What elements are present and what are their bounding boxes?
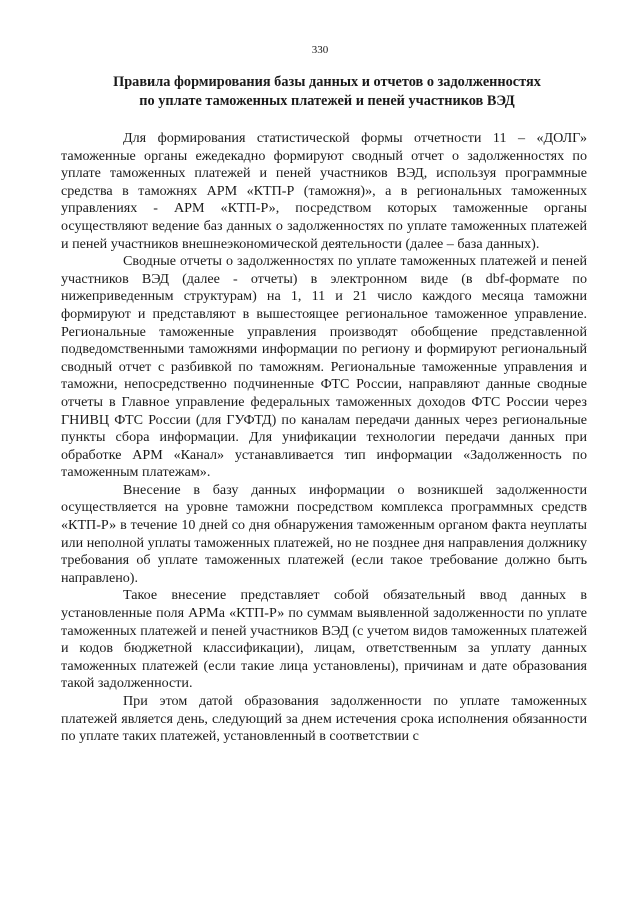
document-body [61, 130, 587, 746]
page-number: 330 [311, 44, 329, 56]
document-title [62, 73, 592, 111]
paragraph: Для формирования статистической формы отчетности 11 – «ДОЛГ» таможенные органы ежедекадно формируют сводный отчет о задолженностях по уплате таможенных платежей и пеней участников ВЭД, используя программные средства в таможнях АРМ «КТП-Р (таможня)», а в региональных таможенных управлениях - АРМ «КТП-Р», посредством которых таможенные органы осуществляют ведение баз данных о задолженностях по уплате таможенных платежей и пеней участников внешнеэкономической деятельности (далее – база данных). [61, 130, 587, 252]
paragraph: При этом датой образования задолженности по уплате таможенных платежей является день, следующий за днем истечения срока исполнения обязанности по уплате таких платежей, установленный в соответствии с [61, 693, 587, 745]
title-line-1: Правила формирования базы данных и отчетов о задолженностях [113, 74, 541, 90]
paragraph: Внесение в базу данных информации о возникшей задолженности осуществляется на уровне таможни посредством комплекса программных средств «КТП-Р» в течение 10 дней со дня обнаружения таможенным органом факта неуплаты или неполной уплаты таможенных платежей, но не позднее дня направления должнику требования об уплате таможенных платежей (если такое требование должно быть направлено). [61, 481, 587, 586]
title-line-2: по уплате таможенных платежей и пеней участников ВЭД [139, 93, 515, 109]
paragraph: Сводные отчеты о задолженностях по уплате таможенных платежей и пеней участников ВЭД (далее - отчеты) в электронном виде (в dbf-формате по нижеприведенным структурам) на 1, 11 и 21 число каждого месяца таможни формируют и представляют в вышестоящее региональное таможенное управление. Региональные таможенные управления производят обобщение представленной подведомственными таможнями информации по региону и формируют региональный сводный отчет с разбивкой по таможням. Региональные таможенные управления и таможни, непосредственно подчиненные ФТС России, направляют данные сводные отчеты в Главное управление федеральных таможенных доходов ФТС России через ГНИВЦ ФТС России (для ГУФТД) по каналам передачи данных через региональные пункты сбора информации. Для унификации технологии передачи данных при обработке АРМ «Канал» устанавливается тип информации «Задолженность по таможенным платежам». [61, 253, 587, 481]
paragraph: Такое внесение представляет собой обязательный ввод данных в установленные поля АРМа «КТП-Р» по суммам выявленной задолженности по уплате таможенных платежей и пеней участников ВЭД (с учетом видов таможенных платежей и кодов бюджетной классификации), лицам, ответственным за уплату данных таможенных платежей (если такие лица установлены), причинам и дате образования такой задолженности. [61, 587, 587, 692]
